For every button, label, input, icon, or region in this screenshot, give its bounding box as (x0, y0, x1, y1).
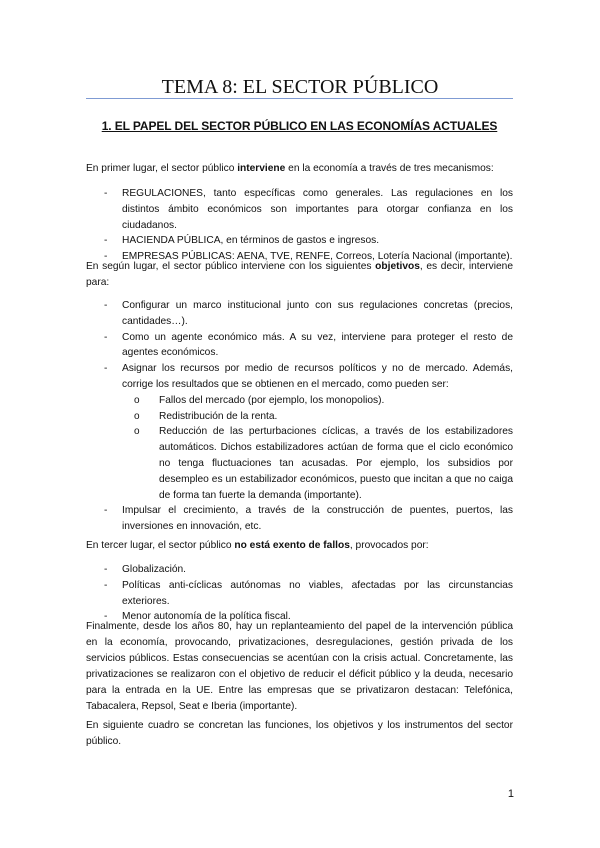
bold-term: interviene (237, 163, 286, 174)
paragraph-table-intro: En siguiente cuadro se concretan las funciones, los objetivos y los instrumentos del sector público. (86, 720, 513, 747)
list-item (86, 233, 513, 249)
list-item-text: Políticas anti-cíclicas autónomas no viables, afectadas por las circunstancias exteriores. (122, 579, 513, 607)
dash-bullet: - (104, 331, 108, 343)
list-item-text: Configurar un marco institucional junto con sus regulaciones concretas (precios, cantidades…). (122, 300, 513, 327)
bold-term: objetivos (375, 261, 420, 272)
bold-term: no está exento de fallos (234, 540, 350, 551)
list-item (86, 330, 513, 362)
list-item (86, 562, 513, 578)
paragraph-text: En primer lugar, el sector público (86, 163, 238, 174)
mechanisms-list (86, 186, 513, 265)
list-item (86, 361, 513, 503)
list-item-text: EMPRESAS PÚBLICAS: AENA, TVE, RENFE, Correos, Lotería Nacional (importante). (122, 251, 513, 263)
dash-bullet: - (104, 251, 108, 263)
paragraph-text: , es decir, interviene para: (86, 261, 513, 288)
sublist-item (122, 424, 513, 503)
sublist-item-text: Redistribución de la renta. (159, 410, 278, 422)
sublist-item (122, 393, 513, 409)
list-item-text: Globalización. (122, 564, 186, 575)
list-item-text: Impulsar el crecimiento, a través de la construcción de puentes, puertos, las inversiones en innovación, etc. (122, 505, 513, 533)
dash-bullet: - (104, 300, 108, 311)
paragraph-text: , provocados por: (349, 540, 429, 551)
dash-bullet: - (104, 235, 108, 247)
page-number: 1 (507, 788, 514, 800)
paragraph-text: en la economía a través de tres mecanismos: (285, 163, 494, 174)
paragraph-text: En según lugar, el sector público interviene con los siguientes (86, 261, 376, 272)
list-item-text: Asignar los recursos por medio de recursos políticos y no de mercado. Además, corrige los resultados que se obtienen en el mercado, como pueden ser: (122, 363, 513, 390)
list-item-text: REGULACIONES, tanto específicas como generales. Las regulaciones en los distintos ámbito económicos son importantes para otorgar confianza en los ciudadanos. (122, 188, 513, 231)
dash-bullet: - (104, 363, 108, 375)
list-item-text: Menor autonomía de la política fiscal. (122, 611, 291, 623)
dash-bullet: - (104, 188, 108, 199)
dash-bullet: - (104, 611, 108, 623)
sublist-item-text: Fallos del mercado (por ejemplo, los monopolios). (159, 394, 385, 406)
paragraph-intervention (86, 161, 513, 177)
dash-bullet: - (104, 505, 108, 517)
paragraph-text: En tercer lugar, el sector público (86, 540, 235, 551)
circle-bullet: o (134, 426, 140, 438)
sublist-item-text: Reducción de las perturbaciones cíclicas, a través de los estabilizadores automáticos. Dichos estabilizadores actúan de forma que el ciclo económico no tenga fluctuaciones tan acusadas. Por ejemplo, los subsidios por desempleo es un estabilizador económicos, puesto que incitan a que no caiga de forma tan fuerte la demanda (importante). (159, 426, 513, 501)
dash-bullet: - (104, 564, 108, 575)
list-item (86, 298, 513, 330)
circle-bullet: o (134, 410, 140, 422)
title-underline-rule (86, 98, 513, 99)
list-item-text: Como un agente económico más. A su vez, interviene para proteger el resto de agentes económicos. (122, 331, 513, 359)
list-item-text: HACIENDA PÚBLICA, en términos de gastos e ingresos. (122, 235, 380, 247)
section-heading: 1. EL PAPEL DEL SECTOR PÚBLICO EN LAS ECONOMÍAS ACTUALES (101, 119, 498, 133)
list-item (86, 578, 513, 610)
circle-bullet: o (134, 394, 140, 406)
failures-list (86, 562, 513, 625)
list-item (86, 186, 513, 233)
market-corrections-sublist (122, 393, 513, 504)
paragraph-privatizations: Finalmente, desde los años 80, hay un replanteamiento del papel de la intervención pública en la economía, provocando, privatizaciones, desregulaciones, gestión privada de los servicios públicos. Estas consecuencias se acentúan con la crisis actual. Concretamente, las privatizaciones se realizaron con el objetivo de reducir el déficit público y la deuda, necesario para la entrada en la UE. Entre las empresas que se privatizaron destacan: Telefónica, Tabacalera, Repsol, Seat e Iberia (importante). (86, 621, 513, 712)
paragraph-objectives (86, 259, 513, 291)
document-title: TEMA 8: EL SECTOR PÚBLICO (161, 76, 439, 98)
sublist-item (122, 409, 513, 425)
dash-bullet: - (104, 579, 108, 591)
objectives-list (86, 298, 513, 535)
list-item (86, 503, 513, 535)
paragraph-failures (86, 538, 513, 554)
